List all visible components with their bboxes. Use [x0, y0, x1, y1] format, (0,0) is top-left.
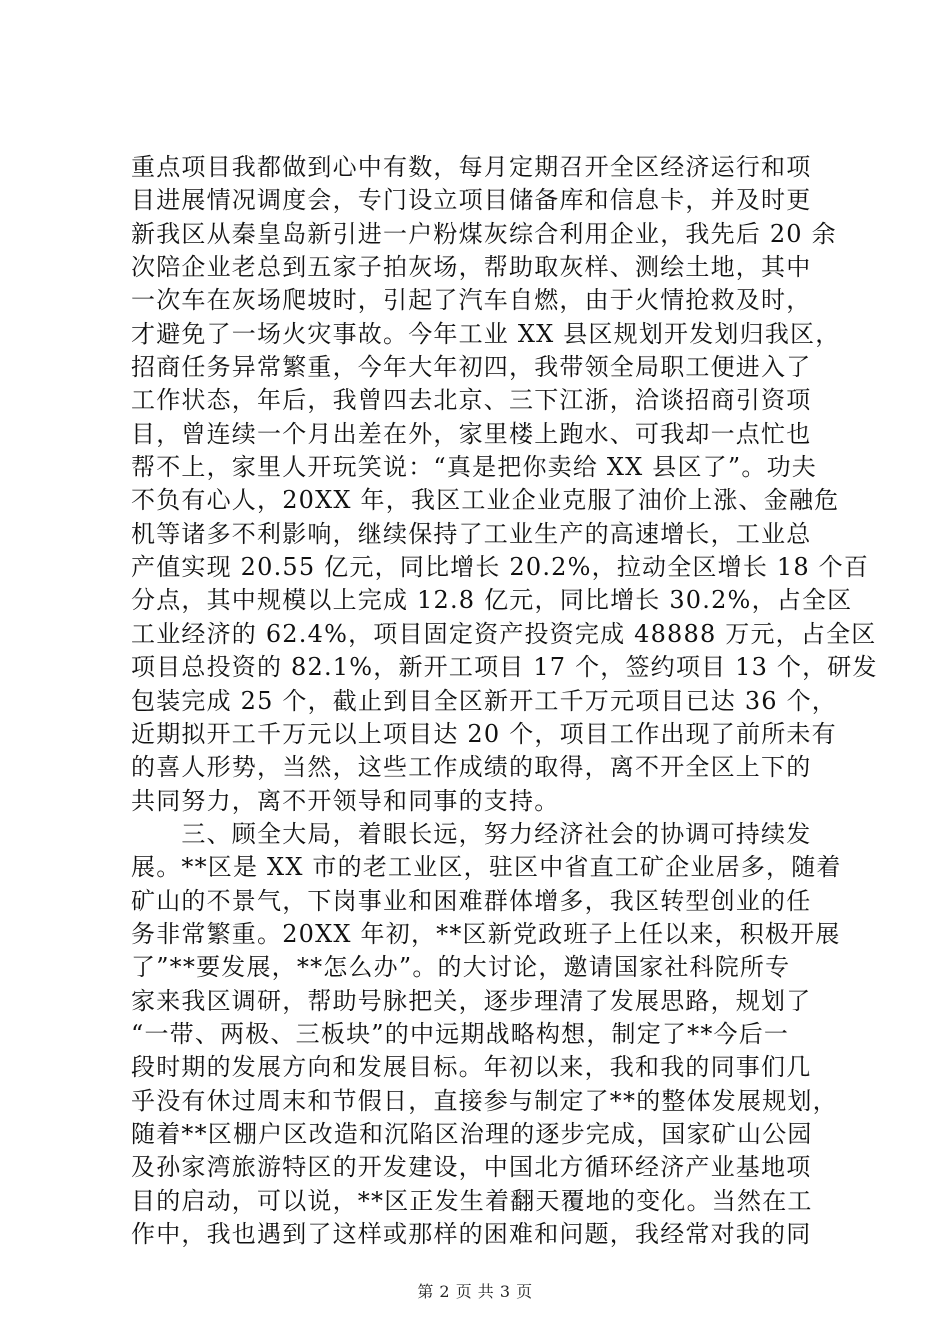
text-line: 的喜人形势，当然，这些工作成绩的取得，离不开全区上下的: [131, 753, 812, 782]
text-line: “一带、两极、三板块”的中远期战略构想，制定了**今后一: [131, 1019, 790, 1048]
text-line: 项目总投资的 82.1%，新开工项目 17 个，签约项目 13 个，研发: [131, 653, 878, 682]
body-text: [131, 151, 878, 1251]
text-line: 重点项目我都做到心中有数，每月定期召开全区经济运行和项: [131, 153, 812, 181]
text-line: 机等诸多不利影响，继续保持了工业生产的高速增长，工业总: [131, 519, 812, 548]
text-line: 矿山的不景气，下岗事业和困难群体增多，我区转型创业的任: [131, 886, 812, 915]
text-line: 作中，我也遇到了这样或那样的困难和问题，我经常对我的同: [131, 1220, 812, 1248]
text-line: 工业经济的 62.4%，项目固定资产投资完成 48888 万元，占全区: [131, 619, 877, 648]
text-line: 了”**要发展，**怎么办”。的大讨论，邀请国家社科院所专: [131, 953, 791, 982]
text-line: 帮不上，家里人开玩笑说：“真是把你卖给 XX 县区了”。功夫: [131, 453, 817, 482]
text-line: 目的启动，可以说，**区正发生着翻天覆地的变化。当然在工: [131, 1186, 813, 1215]
page-footer: 第 2 页 共 3 页: [417, 1282, 533, 1301]
text-line: 段时期的发展方向和发展目标。年初以来，我和我的同事们几: [131, 1053, 812, 1082]
text-line: 共同努力，离不开领导和同事的支持。: [131, 786, 560, 815]
text-line: 近期拟开工千万元以上项目达 20 个，项目工作出现了前所未有: [131, 719, 837, 748]
text-line: 随着**区棚户区改造和沉陷区治理的逐步完成，国家矿山公园: [131, 1119, 813, 1148]
text-line: 及孙家湾旅游特区的开发建设，中国北方循环经济产业基地项: [131, 1153, 812, 1182]
text-line: 务非常繁重。20XX 年初，**区新党政班子上任以来，积极开展: [131, 919, 841, 948]
text-line: 乎没有休过周末和节假日，直接参与制定了**的整体发展规划，: [131, 1086, 838, 1115]
text-line: 包装完成 25 个，截止到目全区新开工千万元项目已达 36 个，: [131, 686, 837, 715]
text-line: 目进展情况调度会，专门设立项目储备库和信息卡，并及时更: [131, 186, 812, 215]
text-line: 产值实现 20.55 亿元，同比增长 20.2%，拉动全区增长 18 个百: [131, 553, 870, 582]
text-line: 展。**区是 XX 市的老工业区，驻区中省直工矿企业居多，随着: [131, 853, 842, 882]
text-line: 一次车在灰场爬坡时，引起了汽车自燃，由于火情抢救及时，: [131, 286, 812, 315]
text-line: 分点，其中规模以上完成 12.8 亿元，同比增长 30.2%，占全区: [131, 586, 853, 615]
text-line: 次陪企业老总到五家子拍灰场，帮助取灰样、测绘土地，其中: [131, 253, 812, 282]
text-line: 才避免了一场火灾事故。今年工业 XX 县区规划开发划归我区，: [131, 319, 841, 348]
text-line: 不负有心人，20XX 年，我区工业企业克服了油价上涨、金融危: [131, 486, 840, 515]
text-line: 目，曾连续一个月出差在外，家里楼上跑水、可我却一点忙也: [131, 419, 812, 448]
text-line: 招商任务异常繁重，今年大年初四，我带领全局职工便进入了: [131, 353, 812, 382]
text-line: 三、顾全大局，着眼长远，努力经济社会的协调可持续发: [131, 819, 812, 848]
text-line: 工作状态，年后，我曾四去北京、三下江浙，洽谈招商引资项: [131, 386, 812, 415]
text-line: 新我区从秦皇岛新引进一户粉煤灰综合利用企业，我先后 20 余: [131, 219, 837, 248]
text-line: 家来我区调研，帮助号脉把关，逐步理清了发展思路，规划了: [131, 986, 812, 1015]
